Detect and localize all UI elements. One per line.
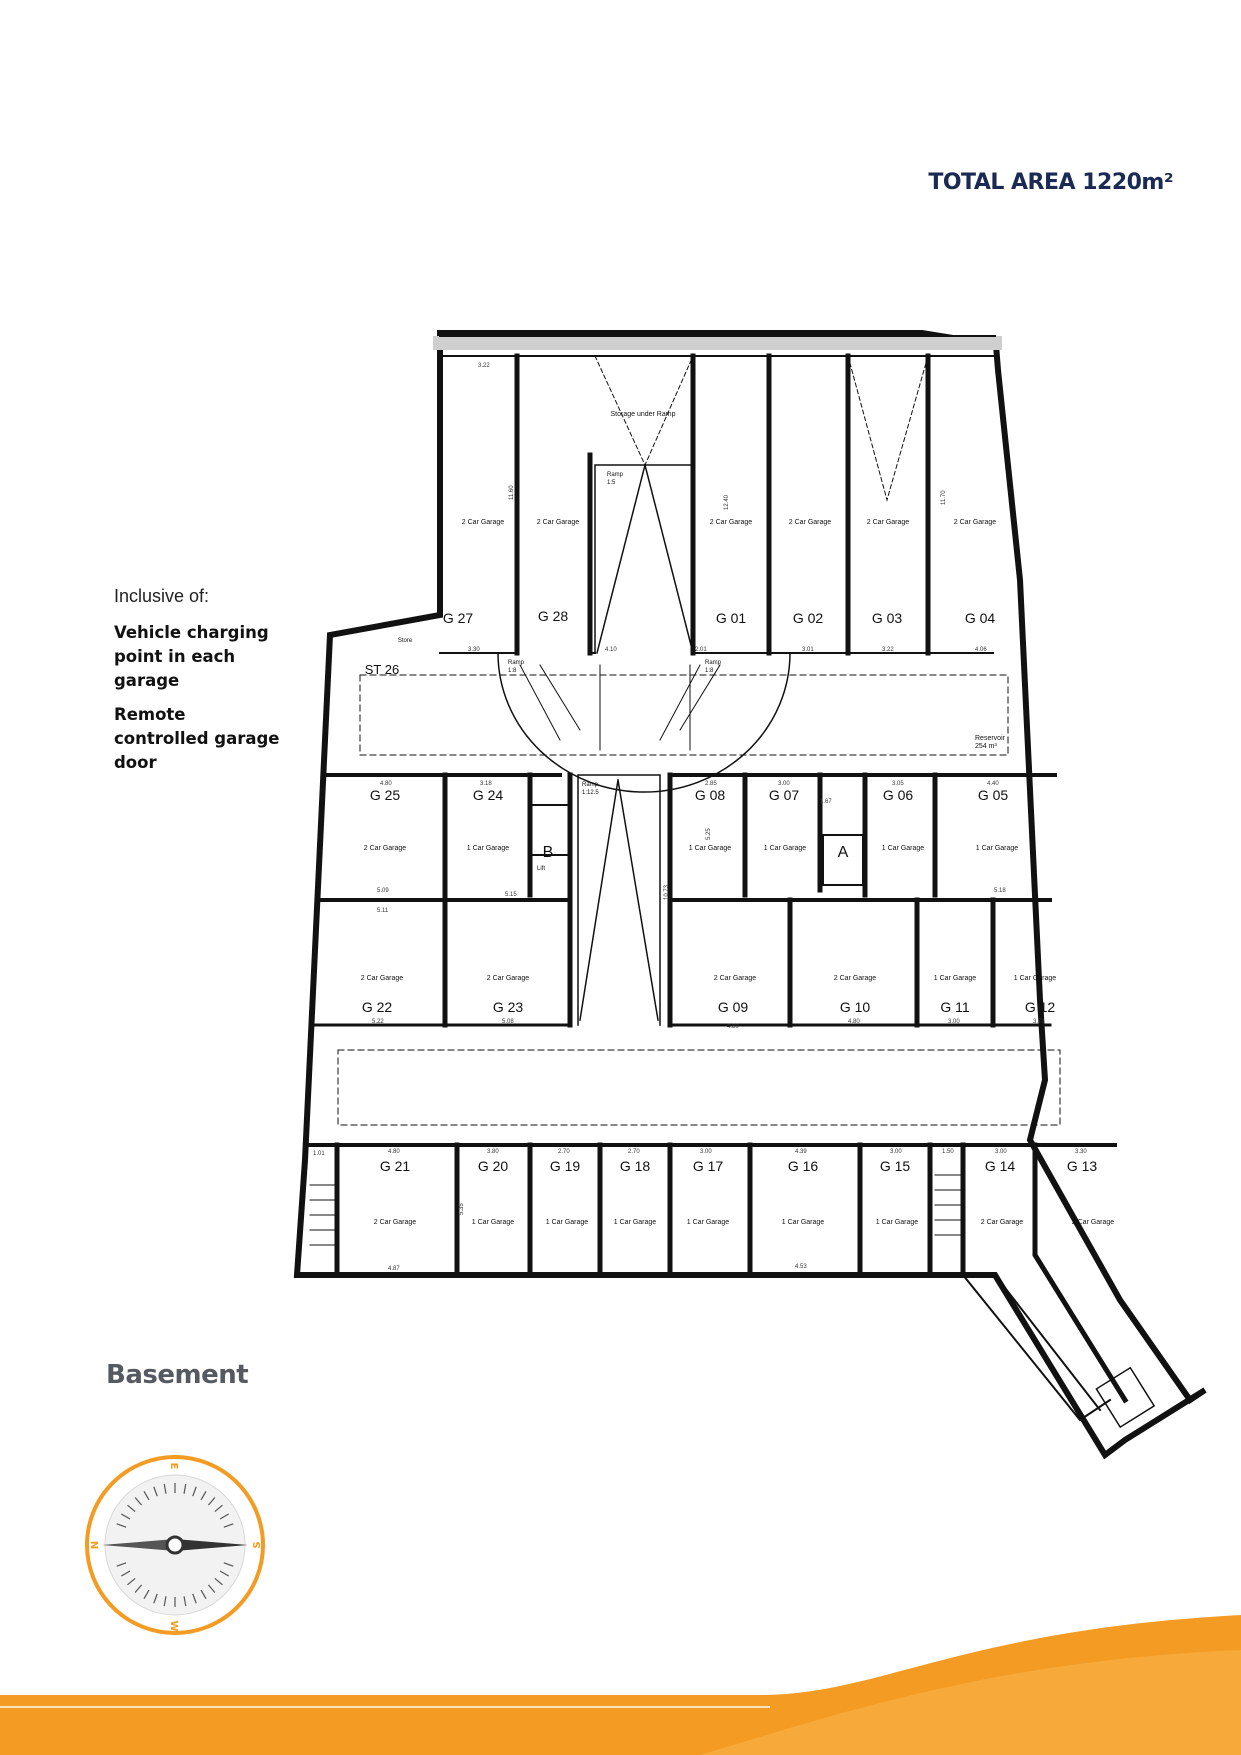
dimension-label: 4.80 xyxy=(380,781,392,787)
dimension-label: 3.00 xyxy=(890,1149,902,1155)
unit-label-g04: G 04 xyxy=(964,610,996,626)
unit-type-g04: 2 Car Garage xyxy=(953,519,997,526)
top-row-walls xyxy=(517,356,928,653)
dimension-label: 11.60 xyxy=(509,485,515,500)
unit-label-g09: G 09 xyxy=(717,999,749,1015)
unit-label-g03: G 03 xyxy=(871,610,903,626)
outer-wall xyxy=(297,333,1205,1455)
dimension-label: 3.30 xyxy=(1075,1149,1087,1155)
dimension-label: 4.87 xyxy=(388,1266,400,1272)
unit-label-g12: G 12 xyxy=(1024,999,1056,1015)
total-area-heading: TOTAL AREA 1220m² xyxy=(928,170,1173,195)
dimension-label: 4.80 xyxy=(848,1019,860,1025)
center-ramp xyxy=(578,775,660,1025)
dimension-label: 5.18 xyxy=(994,888,1006,894)
unit-label-g07: G 07 xyxy=(768,787,800,803)
dimension-label: 4.10 xyxy=(605,647,617,653)
ramp-label-right: Ramp xyxy=(705,660,722,666)
compass-s-label: S xyxy=(252,1541,263,1549)
unit-label-g10: G 10 xyxy=(839,999,871,1015)
dimension-label: 3.01 xyxy=(802,647,814,653)
unit-type-g17: 1 Car Garage xyxy=(686,1219,730,1226)
ramp-label-left: Ramp xyxy=(508,660,525,666)
unit-label-g22: G 22 xyxy=(361,999,393,1015)
unit-label-g28: G 28 xyxy=(537,608,569,624)
unit-label-g25: G 25 xyxy=(369,787,401,803)
ramp-ratio-right: 1:8 xyxy=(705,668,714,674)
unit-type-g20: 1 Car Garage xyxy=(471,1219,515,1226)
unit-label-g20: G 20 xyxy=(477,1158,509,1174)
dimension-label: 3.00 xyxy=(778,781,790,787)
dimension-label: 3.71 xyxy=(1033,1019,1045,1025)
unit-label-g18: G 18 xyxy=(619,1158,651,1174)
dimension-label: 1.50 xyxy=(942,1149,954,1155)
ramp-ratio-center: 1:12.5 xyxy=(582,790,599,796)
unit-type-g06: 1 Car Garage xyxy=(881,845,925,852)
dimension-label: 3.18 xyxy=(480,781,492,787)
unit-type-g19: 1 Car Garage xyxy=(545,1219,589,1226)
dimension-label: 12.40 xyxy=(724,494,730,510)
compass-n-label: N xyxy=(90,1540,101,1550)
dimension-label: 3.22 xyxy=(478,363,490,369)
unit-type-g14: 2 Car Garage xyxy=(980,1219,1024,1226)
dimension-label: 5.11 xyxy=(377,908,389,914)
unit-type-g24: 1 Car Garage xyxy=(466,845,510,852)
lift-caption: Lift xyxy=(537,866,546,872)
dimension-label: 2.85 xyxy=(705,781,717,787)
unit-label-g19: G 19 xyxy=(549,1158,581,1174)
dimension-label: 3.22 xyxy=(882,647,894,653)
compass-w-label: W xyxy=(168,1620,179,1632)
unit-label-g15: G 15 xyxy=(879,1158,911,1174)
unit-type-g22: 2 Car Garage xyxy=(360,975,404,982)
dimension-label: 4.06 xyxy=(975,647,987,653)
compass-e-label: E xyxy=(168,1462,179,1470)
dimension-label: 4.80 xyxy=(388,1149,400,1155)
dimension-label: 2.01 xyxy=(695,647,707,653)
ramp-label-top: Ramp xyxy=(607,472,624,478)
dimension-label: 4.53 xyxy=(795,1264,807,1270)
dimension-label: 3.00 xyxy=(700,1149,712,1155)
unit-label-g05: G 05 xyxy=(977,787,1009,803)
unit-label-g27: G 27 xyxy=(442,610,474,626)
dimension-label: 5.25 xyxy=(706,828,712,840)
dimension-label: 3.00 xyxy=(995,1149,1007,1155)
ramp-ratio-top: 1:5 xyxy=(607,480,616,486)
unit-label-g14: G 14 xyxy=(984,1158,1016,1174)
features-intro: Inclusive of: xyxy=(114,586,210,606)
dimension-label: 4.40 xyxy=(987,781,999,787)
dimension-label: 3.30 xyxy=(468,647,480,653)
lower-aisle xyxy=(338,1050,1060,1125)
dimension-label: 2.70 xyxy=(628,1149,640,1155)
storage-under-ramp-label: Storage under Ramp xyxy=(610,411,676,418)
dimension-label: 5.22 xyxy=(372,1019,384,1025)
dimension-label: 3.00 xyxy=(948,1019,960,1025)
unit-type-g23: 2 Car Garage xyxy=(486,975,530,982)
store-small-label: Store xyxy=(397,638,413,644)
unit-label-g11: G 11 xyxy=(940,999,970,1015)
dimension-label: 2.70 xyxy=(558,1149,570,1155)
feature-charging-point: Vehicle charging point in each garage xyxy=(114,623,269,690)
lift-a-label: A xyxy=(837,844,849,861)
dimension-label: 3.80 xyxy=(487,1149,499,1155)
unit-type-g13: 2 Car Garage xyxy=(1071,1219,1115,1226)
unit-label-g13: G 13 xyxy=(1066,1158,1098,1174)
dimension-label: 5.35 xyxy=(459,1203,465,1215)
unit-label-g24: G 24 xyxy=(472,787,504,803)
unit-label-g08: G 08 xyxy=(694,787,726,803)
reservoir-label: Reservoir xyxy=(975,735,1005,742)
dimension-label: 1.67 xyxy=(820,799,832,805)
unit-type-g16: 1 Car Garage xyxy=(781,1219,825,1226)
dimension-label: 4.80 xyxy=(727,1024,739,1030)
unit-type-g08: 1 Car Garage xyxy=(688,845,732,852)
dimension-label: 11.70 xyxy=(941,490,947,505)
unit-type-g25: 2 Car Garage xyxy=(363,845,407,852)
unit-type-g18: 1 Car Garage xyxy=(613,1219,657,1226)
reservoir-area: 254 m³ xyxy=(975,743,997,750)
ramp-ratio-left: 1:8 xyxy=(508,668,517,674)
unit-type-g07: 1 Car Garage xyxy=(763,845,807,852)
ramp-turn xyxy=(498,653,790,792)
unit-type-g02: 2 Car Garage xyxy=(788,519,832,526)
dimension-labels xyxy=(313,363,1087,1272)
unit-type-g05: 1 Car Garage xyxy=(975,845,1019,852)
lift-b-label: B xyxy=(542,844,554,861)
unit-type-g27: 2 Car Garage xyxy=(461,519,505,526)
dimension-label: 5.08 xyxy=(502,1019,514,1025)
upper-aisle xyxy=(360,675,1008,755)
unit-label-g16: G 16 xyxy=(787,1158,819,1174)
unit-type-g10: 2 Car Garage xyxy=(833,975,877,982)
feature-remote-door: Remote controlled garage door xyxy=(114,705,280,772)
unit-labels xyxy=(361,411,1115,1226)
unit-label-g02: G 02 xyxy=(792,610,824,626)
store-label-st26: ST 26 xyxy=(364,662,400,677)
unit-label-g23: G 23 xyxy=(492,999,524,1015)
unit-label-g21: G 21 xyxy=(379,1158,411,1174)
unit-type-g12: 1 Car Garage xyxy=(1013,975,1057,982)
unit-type-g15: 1 Car Garage xyxy=(875,1219,919,1226)
ramp-label-center: Ramp xyxy=(582,782,599,788)
unit-type-g28: 2 Car Garage xyxy=(536,519,580,526)
dimension-label: 3.05 xyxy=(892,781,904,787)
floor-title: Basement xyxy=(106,1360,249,1390)
unit-label-g06: G 06 xyxy=(882,787,914,803)
footer-wave xyxy=(0,1590,1241,1755)
unit-label-g17: G 17 xyxy=(692,1158,724,1174)
dimension-label: 5.15 xyxy=(505,892,517,898)
dimension-label: 1.01 xyxy=(313,1151,325,1157)
ramp-top xyxy=(595,465,693,653)
unit-type-g01: 2 Car Garage xyxy=(709,519,753,526)
unit-label-g01: G 01 xyxy=(715,610,747,626)
dimension-label: 5.09 xyxy=(377,888,389,894)
unit-type-g09: 2 Car Garage xyxy=(713,975,757,982)
unit-type-g03: 2 Car Garage xyxy=(866,519,910,526)
unit-type-g11: 1 Car Garage xyxy=(933,975,977,982)
dimension-label: 10.73 xyxy=(664,884,670,900)
dimension-label: 4.39 xyxy=(795,1149,807,1155)
unit-type-g21: 2 Car Garage xyxy=(373,1219,417,1226)
